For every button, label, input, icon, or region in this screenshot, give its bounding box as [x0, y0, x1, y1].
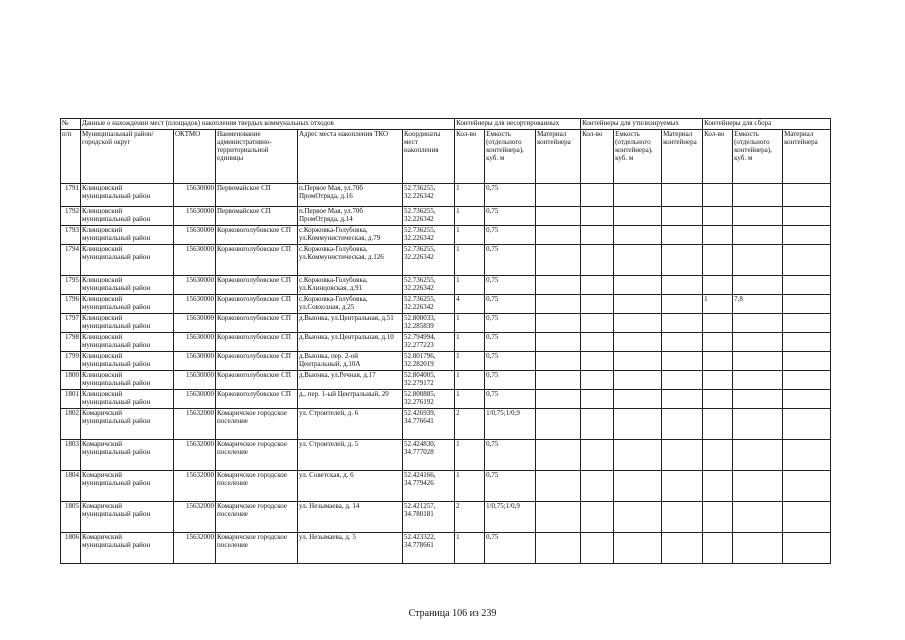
unsorted-qty-cell: 1 [455, 226, 485, 245]
collect-capacity-cell [733, 440, 783, 471]
table-row [61, 502, 831, 533]
header-qty-recycle: Кол-во [581, 130, 614, 184]
row-number: 1792 [61, 207, 81, 226]
row-number: 1805 [61, 502, 81, 533]
district-cell: Комаричский муниципальный район [81, 409, 174, 440]
header-group-row [61, 119, 831, 130]
unsorted-qty-cell: 1 [455, 207, 485, 226]
header-oktmo: ОКТМО [174, 130, 216, 184]
header-column-row [61, 130, 831, 184]
admin-unit-cell: Комаричское городское поселение [216, 440, 298, 471]
collect-capacity-cell [733, 409, 783, 440]
recycle-material-cell [662, 371, 703, 390]
row-number: 1803 [61, 440, 81, 471]
unsorted-qty-cell: 1 [455, 276, 485, 295]
registry-table [60, 118, 831, 564]
admin-unit-cell: Первомайское СП [216, 207, 298, 226]
page-number: Страница 106 из 239 [408, 608, 497, 619]
unsorted-capacity-cell: 0,75 [485, 533, 536, 564]
collect-material-cell [783, 245, 831, 276]
table-row [61, 295, 831, 314]
unsorted-capacity-cell: 0,75 [485, 184, 536, 207]
unsorted-material-cell [536, 245, 581, 276]
collect-capacity-cell [733, 207, 783, 226]
coords-cell: 52.801796, 32.282019 [403, 352, 455, 371]
row-number: 1801 [61, 390, 81, 409]
unsorted-material-cell [536, 409, 581, 440]
table-row [61, 533, 831, 564]
collect-capacity-cell [733, 502, 783, 533]
collect-material-cell [783, 295, 831, 314]
recycle-capacity-cell [614, 184, 662, 207]
collect-capacity-cell [733, 314, 783, 333]
admin-unit-cell: Коржовоголубовское СП [216, 352, 298, 371]
district-cell: Комаричский муниципальный район [81, 471, 174, 502]
unsorted-qty-cell: 1 [455, 245, 485, 276]
district-cell: Комаричский муниципальный район [81, 533, 174, 564]
admin-unit-cell: Коржовоголубовское СП [216, 245, 298, 276]
address-cell: с.Коржовка-Голубовка, ул.Совхозная, д.25 [298, 295, 403, 314]
coords-cell: 52.800033, 32.285839 [403, 314, 455, 333]
collect-material-cell [783, 184, 831, 207]
coords-cell: 52.736255, 32.226342 [403, 276, 455, 295]
header-recycle-group: Контейнеры для утилизируемых [581, 119, 703, 130]
recycle-qty-cell [581, 502, 614, 533]
header-material-collect: Материал контейнера [783, 130, 831, 184]
oktmo-cell: 15630000 [174, 390, 216, 409]
coords-cell: 52.736255, 32.226342 [403, 295, 455, 314]
district-cell: Клинцовский муниципальный район [81, 333, 174, 352]
unsorted-material-cell [536, 471, 581, 502]
table-row [61, 276, 831, 295]
row-number: 1799 [61, 352, 81, 371]
recycle-qty-cell [581, 471, 614, 502]
unsorted-capacity-cell: 0,75 [485, 390, 536, 409]
admin-unit-cell: Первомайское СП [216, 184, 298, 207]
row-number: 1802 [61, 409, 81, 440]
unsorted-material-cell [536, 226, 581, 245]
table-row [61, 409, 831, 440]
unsorted-qty-cell: 1 [455, 390, 485, 409]
unsorted-material-cell [536, 352, 581, 371]
row-number: 1798 [61, 333, 81, 352]
table-row [61, 333, 831, 352]
unsorted-capacity-cell: 0,75 [485, 333, 536, 352]
recycle-capacity-cell [614, 502, 662, 533]
unsorted-qty-cell: 1 [455, 333, 485, 352]
header-capacity-collect: Емкость (отдельного контейнера), куб. м [733, 130, 783, 184]
oktmo-cell: 15630000 [174, 226, 216, 245]
unsorted-material-cell [536, 390, 581, 409]
header-collect-group: Контейнеры для сбора [703, 119, 831, 130]
unsorted-qty-cell: 1 [455, 440, 485, 471]
address-cell: с.Коржовка-Голубовка, ул.Коммунистическая, д.79 [298, 226, 403, 245]
coords-cell: 52.426939, 34.776641 [403, 409, 455, 440]
recycle-qty-cell [581, 314, 614, 333]
oktmo-cell: 15632000 [174, 533, 216, 564]
address-cell: п.Первое Мая, ул.70б ПромОтряда, д.16 [298, 184, 403, 207]
collect-capacity-cell [733, 245, 783, 276]
admin-unit-cell: Коржовоголубовское СП [216, 333, 298, 352]
collect-qty-cell [703, 371, 733, 390]
unsorted-qty-cell: 1 [455, 533, 485, 564]
collect-material-cell [783, 409, 831, 440]
oktmo-cell: 15630000 [174, 371, 216, 390]
header-address: Адрес места накопления ТКО [298, 130, 403, 184]
recycle-capacity-cell [614, 333, 662, 352]
unsorted-material-cell [536, 533, 581, 564]
table-row [61, 226, 831, 245]
recycle-material-cell [662, 184, 703, 207]
district-cell: Клинцовский муниципальный район [81, 226, 174, 245]
unsorted-material-cell [536, 440, 581, 471]
collect-material-cell [783, 371, 831, 390]
row-number: 1800 [61, 371, 81, 390]
admin-unit-cell: Коржовоголубовское СП [216, 390, 298, 409]
recycle-capacity-cell [614, 352, 662, 371]
recycle-qty-cell [581, 276, 614, 295]
coords-cell: 52.421257, 34.780181 [403, 502, 455, 533]
collect-material-cell [783, 533, 831, 564]
recycle-material-cell [662, 207, 703, 226]
collect-capacity-cell [733, 333, 783, 352]
recycle-capacity-cell [614, 371, 662, 390]
recycle-material-cell [662, 333, 703, 352]
recycle-capacity-cell [614, 409, 662, 440]
table-row [61, 390, 831, 409]
collect-qty-cell [703, 409, 733, 440]
unsorted-material-cell [536, 207, 581, 226]
recycle-qty-cell [581, 533, 614, 564]
table-row [61, 245, 831, 276]
recycle-material-cell [662, 502, 703, 533]
district-cell: Клинцовский муниципальный район [81, 371, 174, 390]
collect-qty-cell: 1 [703, 295, 733, 314]
oktmo-cell: 15632000 [174, 440, 216, 471]
address-cell: д.Вьюнка, ул.Речная, д.17 [298, 371, 403, 390]
header-district: Муниципальный район/городской округ [81, 130, 174, 184]
table-row [61, 471, 831, 502]
coords-cell: 52.794994, 32.277223 [403, 333, 455, 352]
unsorted-material-cell [536, 295, 581, 314]
recycle-capacity-cell [614, 295, 662, 314]
recycle-capacity-cell [614, 314, 662, 333]
recycle-material-cell [662, 245, 703, 276]
row-number: 1796 [61, 295, 81, 314]
unsorted-material-cell [536, 333, 581, 352]
coords-cell: 52.736255, 32.226342 [403, 207, 455, 226]
recycle-capacity-cell [614, 226, 662, 245]
recycle-capacity-cell [614, 471, 662, 502]
row-number: 1794 [61, 245, 81, 276]
unsorted-material-cell [536, 276, 581, 295]
address-cell: с.Коржовка-Голубовка, ул.Клинцовская, д.91 [298, 276, 403, 295]
row-number: 1795 [61, 276, 81, 295]
table-row [61, 314, 831, 333]
district-cell: Клинцовский муниципальный район [81, 295, 174, 314]
district-cell: Клинцовский муниципальный район [81, 245, 174, 276]
oktmo-cell: 15630000 [174, 295, 216, 314]
recycle-material-cell [662, 409, 703, 440]
header-qty-collect: Кол-во [703, 130, 733, 184]
row-number: 1804 [61, 471, 81, 502]
header-qty-unsorted: Кол-во [455, 130, 485, 184]
collect-capacity-cell [733, 390, 783, 409]
collect-capacity-cell [733, 352, 783, 371]
collect-qty-cell [703, 276, 733, 295]
recycle-qty-cell [581, 371, 614, 390]
address-cell: д.Вьюнка, ул.Центральная, д.10 [298, 333, 403, 352]
oktmo-cell: 15630000 [174, 207, 216, 226]
unsorted-capacity-cell: 1/0,75;1/0,9 [485, 409, 536, 440]
collect-qty-cell [703, 440, 733, 471]
district-cell: Клинцовский муниципальный район [81, 314, 174, 333]
collect-material-cell [783, 440, 831, 471]
collect-qty-cell [703, 314, 733, 333]
unsorted-capacity-cell: 0,75 [485, 226, 536, 245]
header-unsorted-group: Контейнеры для несортированных [455, 119, 581, 130]
admin-unit-cell: Комаричское городское поселение [216, 471, 298, 502]
collect-qty-cell [703, 533, 733, 564]
admin-unit-cell: Коржовоголубовское СП [216, 314, 298, 333]
table-row [61, 371, 831, 390]
recycle-capacity-cell [614, 207, 662, 226]
collect-capacity-cell: 7,8 [733, 295, 783, 314]
admin-unit-cell: Комаричское городское поселение [216, 409, 298, 440]
table-row [61, 207, 831, 226]
unsorted-qty-cell: 1 [455, 352, 485, 371]
row-number: 1791 [61, 184, 81, 207]
table-row [61, 184, 831, 207]
recycle-material-cell [662, 295, 703, 314]
collect-qty-cell [703, 333, 733, 352]
recycle-capacity-cell [614, 245, 662, 276]
row-number: 1806 [61, 533, 81, 564]
unsorted-capacity-cell: 0,75 [485, 352, 536, 371]
collect-material-cell [783, 314, 831, 333]
address-cell: д., пер. 1-ый Центральный, 20 [298, 390, 403, 409]
unsorted-qty-cell: 1 [455, 184, 485, 207]
district-cell: Клинцовский муниципальный район [81, 352, 174, 371]
collect-qty-cell [703, 502, 733, 533]
recycle-capacity-cell [614, 533, 662, 564]
recycle-capacity-cell [614, 440, 662, 471]
unsorted-qty-cell: 1 [455, 371, 485, 390]
recycle-qty-cell [581, 295, 614, 314]
unsorted-capacity-cell: 0,75 [485, 440, 536, 471]
oktmo-cell: 15632000 [174, 502, 216, 533]
unsorted-qty-cell: 4 [455, 295, 485, 314]
row-number: 1797 [61, 314, 81, 333]
header-admin: Наименование административно-территориальной единицы [216, 130, 298, 184]
oktmo-cell: 15632000 [174, 409, 216, 440]
oktmo-cell: 15630000 [174, 352, 216, 371]
unsorted-capacity-cell: 0,75 [485, 245, 536, 276]
coords-cell: 52.804005, 32.279172 [403, 371, 455, 390]
collect-capacity-cell [733, 533, 783, 564]
oktmo-cell: 15630000 [174, 245, 216, 276]
recycle-qty-cell [581, 184, 614, 207]
coords-cell: 52.423322, 34.778661 [403, 533, 455, 564]
recycle-material-cell [662, 390, 703, 409]
table-row [61, 352, 831, 371]
coords-cell: 52.424830, 34.777028 [403, 440, 455, 471]
district-cell: Клинцовский муниципальный район [81, 184, 174, 207]
unsorted-qty-cell: 1 [455, 471, 485, 502]
address-cell: п.Первое Мая, ул.70б ПромОтряда, д.14 [298, 207, 403, 226]
unsorted-capacity-cell: 1/0,75;1/0,9 [485, 502, 536, 533]
admin-unit-cell: Коржовоголубовское СП [216, 276, 298, 295]
table-row [61, 440, 831, 471]
unsorted-qty-cell: 1 [455, 314, 485, 333]
collect-qty-cell [703, 471, 733, 502]
header-material-recycle: Материал контейнера [662, 130, 703, 184]
address-cell: ул. Советская, д. 6 [298, 471, 403, 502]
admin-unit-cell: Комаричское городское поселение [216, 502, 298, 533]
recycle-capacity-cell [614, 276, 662, 295]
unsorted-capacity-cell: 0,75 [485, 276, 536, 295]
header-num: № [61, 119, 81, 130]
recycle-capacity-cell [614, 390, 662, 409]
collect-qty-cell [703, 390, 733, 409]
collect-capacity-cell [733, 276, 783, 295]
coords-cell: 52.424166, 34.779426 [403, 471, 455, 502]
header-location-group: Данные о нахождении мест (площадок) накопления твердых коммунальных отходов [81, 119, 455, 130]
recycle-qty-cell [581, 440, 614, 471]
recycle-material-cell [662, 314, 703, 333]
address-cell: ул. Строителей, д. 6 [298, 409, 403, 440]
row-number: 1793 [61, 226, 81, 245]
collect-capacity-cell [733, 226, 783, 245]
address-cell: д.Вьюнка, пер. 2-ой Центральный, д.10А [298, 352, 403, 371]
address-cell: ул. Незымаева, д. 5 [298, 533, 403, 564]
admin-unit-cell: Комаричское городское поселение [216, 533, 298, 564]
unsorted-capacity-cell: 0,75 [485, 371, 536, 390]
collect-material-cell [783, 390, 831, 409]
collect-material-cell [783, 352, 831, 371]
district-cell: Клинцовский муниципальный район [81, 207, 174, 226]
recycle-qty-cell [581, 226, 614, 245]
collect-capacity-cell [733, 371, 783, 390]
collect-qty-cell [703, 352, 733, 371]
oktmo-cell: 15630000 [174, 314, 216, 333]
district-cell: Клинцовский муниципальный район [81, 276, 174, 295]
unsorted-capacity-cell: 0,75 [485, 314, 536, 333]
admin-unit-cell: Коржовоголубовское СП [216, 371, 298, 390]
recycle-material-cell [662, 533, 703, 564]
collect-qty-cell [703, 207, 733, 226]
coords-cell: 52.800885, 32.276192 [403, 390, 455, 409]
recycle-qty-cell [581, 245, 614, 276]
collect-capacity-cell [733, 471, 783, 502]
oktmo-cell: 15630000 [174, 276, 216, 295]
coords-cell: 52.736255, 32.226342 [403, 245, 455, 276]
collect-qty-cell [703, 245, 733, 276]
collect-material-cell [783, 226, 831, 245]
recycle-material-cell [662, 226, 703, 245]
header-material-unsorted: Материал контейнера [536, 130, 581, 184]
collect-material-cell [783, 333, 831, 352]
header-capacity-unsorted: Емкость (отдельного контейнера), куб. м [485, 130, 536, 184]
collect-material-cell [783, 276, 831, 295]
recycle-qty-cell [581, 390, 614, 409]
address-cell: д.Вьюнка, ул.Центральная, д.51 [298, 314, 403, 333]
unsorted-material-cell [536, 184, 581, 207]
district-cell: Комаричский муниципальный район [81, 502, 174, 533]
oktmo-cell: 15630000 [174, 333, 216, 352]
admin-unit-cell: Коржовоголубовское СП [216, 295, 298, 314]
recycle-qty-cell [581, 207, 614, 226]
recycle-qty-cell [581, 352, 614, 371]
unsorted-capacity-cell: 0,75 [485, 207, 536, 226]
address-cell: ул. Незымаева, д. 14 [298, 502, 403, 533]
collect-capacity-cell [733, 184, 783, 207]
oktmo-cell: 15630000 [174, 184, 216, 207]
coords-cell: 52.736255, 32.226342 [403, 184, 455, 207]
recycle-material-cell [662, 471, 703, 502]
header-capacity-recycle: Емкость (отдельного контейнера), куб. м [614, 130, 662, 184]
recycle-material-cell [662, 276, 703, 295]
unsorted-capacity-cell: 0,75 [485, 471, 536, 502]
unsorted-material-cell [536, 371, 581, 390]
district-cell: Комаричский муниципальный район [81, 440, 174, 471]
header-coords: Координаты мест накопления [403, 130, 455, 184]
collect-material-cell [783, 207, 831, 226]
unsorted-material-cell [536, 502, 581, 533]
unsorted-qty-cell: 2 [455, 409, 485, 440]
recycle-material-cell [662, 352, 703, 371]
header-sub: п/п [61, 130, 81, 184]
admin-unit-cell: Коржовоголубовское СП [216, 226, 298, 245]
address-cell: с.Коржовка-Голубовка, ул.Коммунистическая, д.126 [298, 245, 403, 276]
coords-cell: 52.736255, 32.226342 [403, 226, 455, 245]
unsorted-qty-cell: 2 [455, 502, 485, 533]
recycle-qty-cell [581, 409, 614, 440]
unsorted-capacity-cell: 0,75 [485, 295, 536, 314]
address-cell: ул. Строителей, д. 5 [298, 440, 403, 471]
collect-material-cell [783, 502, 831, 533]
recycle-qty-cell [581, 333, 614, 352]
unsorted-material-cell [536, 314, 581, 333]
district-cell: Клинцовский муниципальный район [81, 390, 174, 409]
recycle-material-cell [662, 440, 703, 471]
collect-qty-cell [703, 184, 733, 207]
collect-qty-cell [703, 226, 733, 245]
collect-material-cell [783, 471, 831, 502]
oktmo-cell: 15632000 [174, 471, 216, 502]
